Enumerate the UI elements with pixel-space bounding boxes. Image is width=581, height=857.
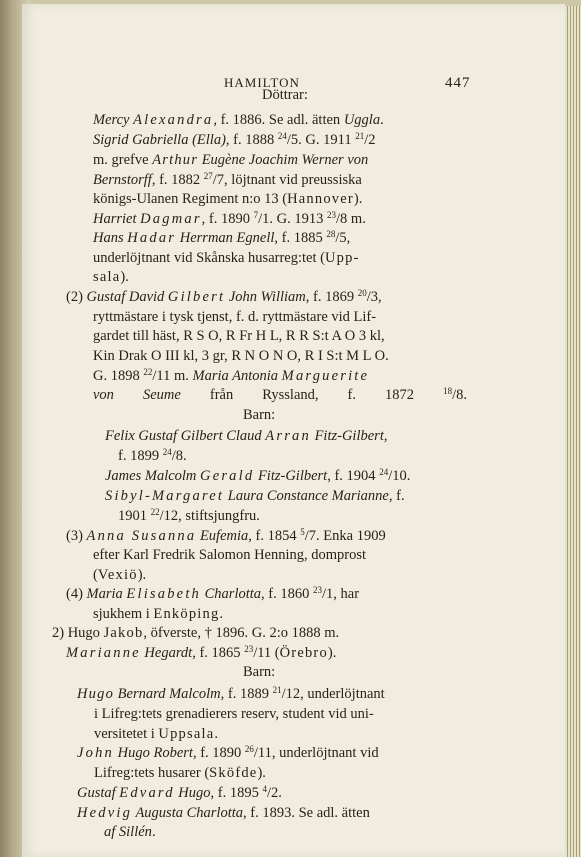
text-run: /2: [364, 132, 376, 148]
text-line: [22, 268, 565, 287]
text-run: ,: [383, 428, 388, 444]
date-superscript: 23: [313, 585, 322, 595]
text-run: John William: [225, 289, 306, 305]
book-page: [22, 4, 565, 857]
text-run: .: [214, 726, 218, 742]
text-run: ).: [257, 765, 266, 781]
text-run: 2) Hugo: [52, 625, 104, 641]
page-number: 447: [445, 75, 471, 91]
text-run: 1901: [118, 508, 151, 524]
text-line: [22, 705, 565, 724]
text-run: Gilbert: [167, 289, 226, 305]
text-run: , f. 1893. Se adl. ätten: [243, 805, 370, 821]
text-run: /5,: [335, 230, 351, 246]
text-line: [22, 229, 565, 248]
text-run: /8.: [452, 387, 468, 403]
date-superscript: 5: [300, 527, 305, 537]
date-superscript: 22: [150, 507, 160, 517]
date-superscript: 28: [326, 229, 336, 239]
text-line: [22, 308, 565, 327]
text-run: gardet till häst, R S O, R Fr H L, R R S:t A O 3 kl,: [93, 328, 385, 344]
text-run: Eugène Joachim Werner von: [198, 152, 369, 168]
text-run: Edvard: [119, 785, 175, 801]
date-superscript: 24: [379, 467, 389, 477]
text-run: /2.: [266, 785, 282, 801]
text-line: [22, 447, 565, 466]
text-run: /11 (: [253, 645, 280, 661]
text-line: [22, 111, 565, 130]
text-run: , f. 1890: [192, 745, 245, 761]
text-run: , f. 1885: [274, 230, 327, 246]
date-superscript: 7: [253, 210, 259, 220]
text-run: (: [93, 567, 98, 583]
text-run: , f. 1886. Se adl. ätten: [213, 112, 344, 128]
text-run: Elisabeth: [126, 586, 201, 602]
text-run: Döttrar:: [262, 87, 308, 103]
text-run: ).: [353, 191, 363, 207]
text-line: [22, 86, 565, 105]
text-run: Hugo: [77, 686, 115, 702]
text-run: , f. 1860: [261, 586, 313, 602]
text-run: sjukhem i: [93, 606, 154, 622]
text-run: /10.: [388, 468, 411, 484]
text-run: Uppsala: [158, 726, 215, 742]
text-run: /12, underlöjtnant: [281, 686, 385, 702]
text-run: Barn:: [243, 664, 276, 680]
date-superscript: 21: [355, 131, 365, 141]
text-run: Örebro: [279, 645, 328, 661]
text-run: versitetet i: [94, 726, 159, 742]
text-run: , f. 1904: [327, 468, 380, 484]
text-run: Maria Antonia: [192, 368, 282, 384]
text-line: [22, 585, 565, 604]
text-run: Hans: [93, 230, 128, 246]
text-run: /7, löjtnant vid preussiska: [212, 172, 362, 188]
text-run: Sköfde: [209, 765, 258, 781]
text-run: Gustaf David: [86, 289, 168, 305]
text-run: , f. 1888: [225, 132, 278, 148]
text-run: /11, underlöjtnant vid: [253, 745, 379, 761]
text-run: ).: [327, 645, 337, 661]
text-run: /12, stiftsjungfru.: [159, 508, 260, 524]
text-line: [22, 406, 565, 425]
text-run: (2): [66, 289, 87, 305]
text-line: [22, 487, 565, 506]
text-run: Sibyl-Margaret: [105, 488, 225, 504]
text-run: Hugo: [174, 785, 211, 801]
text-line: [22, 744, 565, 763]
text-run: Gerald: [200, 468, 255, 484]
text-run: efter Karl Fredrik Salomon Henning, domprost: [93, 547, 367, 563]
text-line: [22, 644, 565, 663]
text-run: Augusta Charlotta: [132, 805, 243, 821]
text-line: [22, 624, 565, 643]
text-run: , f. 1854: [248, 528, 301, 544]
text-run: königs-Ulanen Regiment n:o 13 (: [93, 191, 288, 207]
text-run: Eufemia: [196, 528, 249, 544]
text-run: ryttmästare i tysk tjenst, f. d. ryttmästare vid Lif-: [93, 309, 377, 325]
text-run: , öfverste, † 1896. G. 2:o 1888 m.: [143, 625, 340, 641]
date-superscript: 23: [244, 644, 254, 654]
text-run: Harriet: [93, 211, 141, 227]
text-run: , f. 1882: [151, 172, 204, 188]
text-run: m. grefve: [93, 152, 153, 168]
text-run: /1, har: [322, 586, 360, 602]
text-run: Kin Drak O III kl, 3 gr, R N O N O, R I S:t M L O.: [93, 348, 389, 364]
text-line: [22, 823, 565, 842]
text-line: [22, 210, 565, 229]
date-superscript: 18: [443, 386, 453, 396]
text-line: [22, 467, 565, 486]
text-run: i Lifreg:tets grenadierers reserv, student vid uni-: [94, 706, 374, 722]
text-run: Barn:: [243, 407, 276, 423]
text-line: [22, 764, 565, 783]
text-line: [22, 327, 565, 346]
text-run: , f. 1865: [192, 645, 245, 661]
text-run: Hedvig: [77, 805, 133, 821]
text-run: , f. 1895: [210, 785, 263, 801]
text-run: /5. G. 1911: [286, 132, 356, 148]
text-run: Maria: [86, 586, 127, 602]
date-superscript: 21: [272, 685, 282, 695]
text-run: Fitz-Gilbert: [310, 428, 384, 444]
text-run: Bernard Malcolm: [114, 686, 221, 702]
text-run: Marguerite: [281, 368, 370, 384]
text-run: sala: [93, 269, 121, 285]
text-line: [22, 347, 565, 366]
text-run: Laura Constance Marianne: [224, 488, 389, 504]
text-run: /8 m.: [336, 211, 366, 227]
text-run: James Malcolm: [105, 468, 201, 484]
text-run: Hegardt: [140, 645, 193, 661]
text-run: Lifreg:tets husarer (: [94, 765, 210, 781]
text-run: (4): [66, 586, 87, 602]
text-run: Arthur: [152, 152, 199, 168]
page-edges: [565, 6, 581, 857]
text-run: Mercy: [93, 112, 134, 128]
text-run: .: [151, 824, 156, 840]
text-run: Alexandra: [133, 112, 214, 128]
text-line: [22, 566, 565, 585]
text-run: Hadar: [127, 230, 177, 246]
text-run: Herrman Egnell: [176, 230, 275, 246]
text-run: /8.: [171, 448, 187, 464]
text-run: ).: [137, 567, 147, 583]
text-line: [22, 546, 565, 565]
text-line: [22, 804, 565, 823]
date-superscript: 23: [327, 210, 337, 220]
text-run: , f. 1869: [305, 289, 358, 305]
text-run: , f.: [388, 488, 405, 504]
text-run: G. 1898: [93, 368, 144, 384]
date-superscript: 24: [162, 447, 172, 457]
date-superscript: 27: [203, 171, 213, 181]
text-run: Dagmar: [140, 211, 202, 227]
text-run: Charlotta: [201, 586, 262, 602]
text-line: [22, 527, 565, 546]
text-run: /1. G. 1913: [258, 211, 328, 227]
text-line: [22, 386, 565, 405]
text-line: [22, 249, 565, 268]
date-superscript: 22: [143, 367, 153, 377]
text-run: Uggla: [343, 112, 381, 128]
text-run: /7. Enka 1909: [304, 528, 386, 544]
text-run: .: [219, 606, 224, 622]
text-run: Hannover: [287, 191, 354, 207]
text-line: [22, 685, 565, 704]
date-superscript: 24: [277, 131, 287, 141]
text-run: f. 1899: [118, 448, 163, 464]
text-run: Hugo Robert: [114, 745, 193, 761]
text-run: /3,: [366, 289, 382, 305]
text-line: [22, 288, 565, 307]
text-line: [22, 663, 565, 682]
text-run: af Sillén: [104, 824, 152, 840]
text-run: Jakob: [103, 625, 144, 641]
text-run: Gustaf: [77, 785, 120, 801]
text-line: [22, 151, 565, 170]
text-run: Anna Susanna: [86, 528, 197, 544]
text-run: Marianne: [66, 645, 141, 661]
text-run: Felix Gustaf Gilbert Claud: [105, 428, 266, 444]
text-line: [22, 725, 565, 744]
text-run: från Ryssland, f. 1872: [180, 387, 444, 403]
running-head: HAMILTON: [224, 75, 300, 90]
text-line: [22, 427, 565, 446]
text-run: Bernstorff: [93, 172, 152, 188]
text-run: , f. 1889: [220, 686, 273, 702]
text-run: von Seume: [93, 387, 181, 403]
text-run: Fitz-Gilbert: [254, 468, 328, 484]
text-line: [22, 171, 565, 190]
text-line: [22, 131, 565, 150]
text-run: Sigrid Gabriella (Ella): [93, 132, 226, 148]
text-run: underlöjtnant vid Skånska husarreg:tet (: [93, 250, 325, 266]
text-line: [22, 190, 565, 209]
date-superscript: 4: [262, 784, 267, 794]
text-run: John: [77, 745, 114, 761]
text-run: (3): [66, 528, 87, 544]
text-run: Upp-: [324, 250, 360, 266]
text-line: [22, 507, 565, 526]
text-line: [22, 605, 565, 624]
text-line: [22, 367, 565, 386]
text-run: , f. 1890: [201, 211, 254, 227]
text-run: Enköping: [153, 606, 220, 622]
text-line: [22, 784, 565, 803]
text-run: Vexiö: [97, 567, 138, 583]
date-superscript: 20: [357, 288, 367, 298]
text-run: .: [380, 112, 384, 128]
text-run: ).: [120, 269, 129, 285]
date-superscript: 26: [244, 744, 254, 754]
text-run: /11 m.: [152, 368, 193, 384]
text-run: Arran: [265, 428, 311, 444]
